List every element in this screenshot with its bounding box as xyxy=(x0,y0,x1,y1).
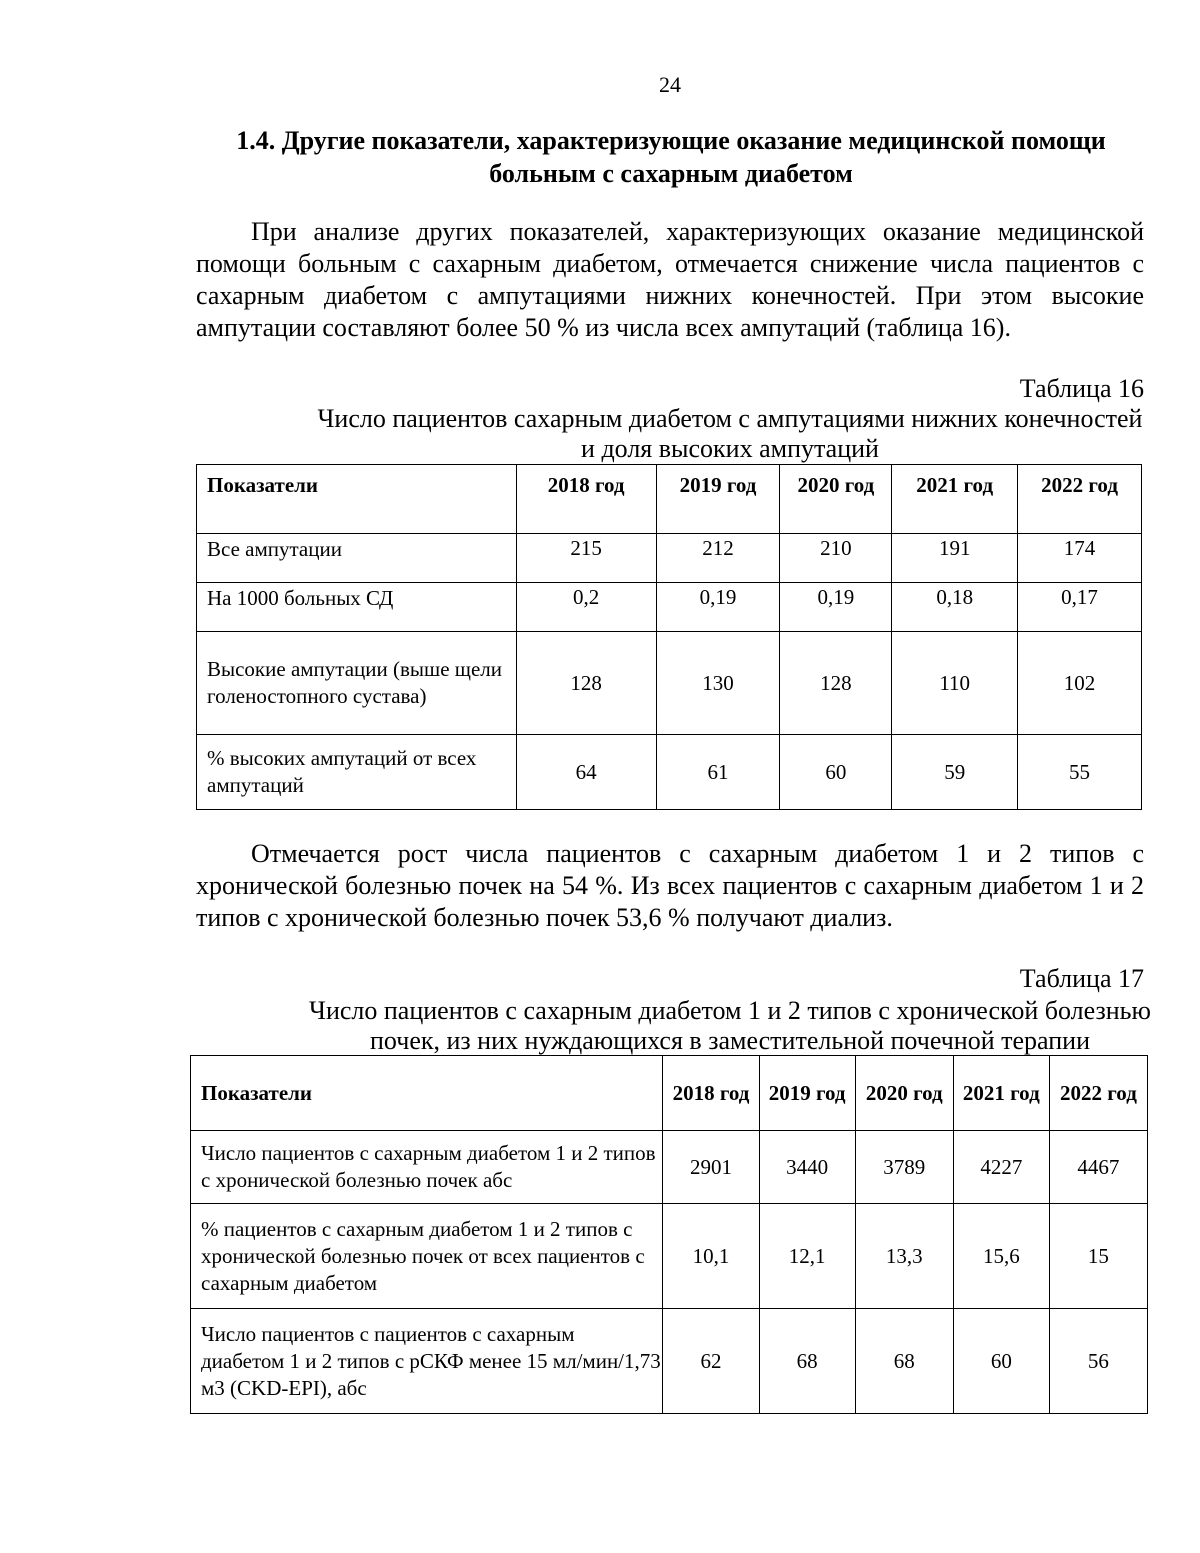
table-row xyxy=(197,632,1142,735)
table-cell: 0,18 xyxy=(892,583,1018,632)
row-label: Все ампутации xyxy=(197,534,517,583)
row-label: Число пациентов с сахарным диабетом 1 и 2 типов с хронической болезнью почек абс xyxy=(191,1131,663,1204)
table-cell: 12,1 xyxy=(759,1204,855,1309)
table-header-row xyxy=(197,465,1142,534)
table-cell: 4467 xyxy=(1049,1131,1147,1204)
table-cell: 0,17 xyxy=(1018,583,1142,632)
table-cell: 68 xyxy=(855,1309,953,1414)
section-title: 1.4. Другие показатели, характеризующие оказание медицинской помощи больным с сахарным диабетом xyxy=(236,126,1106,188)
table-cell: 68 xyxy=(759,1309,855,1414)
table-cell: 4227 xyxy=(953,1131,1049,1204)
page-number: 24 xyxy=(659,72,681,97)
paragraph-amputations: При анализе других показателей, характеризующих оказание медицинской помощи больным с сахарным диабетом, отмечается снижение числа пациентов с сахарным диабетом с ампутациями нижних конечностей. При этом высокие ампутации составляют более 50 % из числа всех ампутаций (таблица 16). xyxy=(196,217,1144,342)
header-cell: 2021 год xyxy=(892,465,1018,534)
table-cell: 15 xyxy=(1049,1204,1147,1309)
table-17 xyxy=(190,1055,1148,1414)
header-cell: 2022 год xyxy=(1018,465,1142,534)
table-cell: 2901 xyxy=(663,1131,759,1204)
table-cell: 15,6 xyxy=(953,1204,1049,1309)
table-row xyxy=(191,1204,1148,1309)
paragraph-ckd: Отмечается рост числа пациентов с сахарным диабетом 1 и 2 типов с хронической болезнью почек на 54 %. Из всех пациентов с сахарным диабетом 1 и 2 типов с хронической болезнью почек 53,6 % получают диализ. xyxy=(196,839,1144,932)
table-cell: 102 xyxy=(1018,632,1142,735)
table-cell: 60 xyxy=(953,1309,1049,1414)
table-row xyxy=(197,735,1142,810)
row-label: Высокие ампутации (выше щели голеностопного сустава) xyxy=(197,632,517,735)
table-cell: 10,1 xyxy=(663,1204,759,1309)
table-cell: 56 xyxy=(1049,1309,1147,1414)
header-cell: 2019 год xyxy=(656,465,780,534)
table-16-label: Таблица 16 xyxy=(1019,374,1144,403)
table-16-caption xyxy=(180,404,1200,464)
table-cell: 64 xyxy=(516,735,656,810)
table-cell: 13,3 xyxy=(855,1204,953,1309)
header-cell: 2019 год xyxy=(759,1056,855,1131)
header-cell: 2018 год xyxy=(663,1056,759,1131)
table-cell: 3789 xyxy=(855,1131,953,1204)
header-cell: 2020 год xyxy=(780,465,892,534)
table-cell: 110 xyxy=(892,632,1018,735)
table-row xyxy=(197,583,1142,632)
table-cell: 212 xyxy=(656,534,780,583)
table-cell: 174 xyxy=(1018,534,1142,583)
table-cell: 0,19 xyxy=(780,583,892,632)
table-cell: 61 xyxy=(656,735,780,810)
row-label: % пациентов с сахарным диабетом 1 и 2 типов с хронической болезнью почек от всех пациентов с сахарным диабетом xyxy=(191,1204,663,1309)
table-17-caption-line-2: почек, из них нуждающихся в заместительной почечной терапии xyxy=(370,1026,1090,1055)
row-label: Число пациентов с пациентов с сахарным диабетом 1 и 2 типов с рСКФ менее 15 мл/мин/1,73 м3 (CKD-EPI), абс xyxy=(191,1309,663,1414)
table-cell: 60 xyxy=(780,735,892,810)
table-row xyxy=(191,1131,1148,1204)
table-cell: 210 xyxy=(780,534,892,583)
table-cell: 3440 xyxy=(759,1131,855,1204)
table-header-row xyxy=(191,1056,1148,1131)
table-cell: 191 xyxy=(892,534,1018,583)
header-cell: 2020 год xyxy=(855,1056,953,1131)
table-16 xyxy=(196,464,1142,810)
table-row xyxy=(191,1309,1148,1414)
header-cell: Показатели xyxy=(191,1056,663,1131)
row-label: На 1000 больных СД xyxy=(197,583,517,632)
header-cell: 2021 год xyxy=(953,1056,1049,1131)
header-cell: 2022 год xyxy=(1049,1056,1147,1131)
table-16-caption-line-1: Число пациентов сахарным диабетом с ампутациями нижних конечностей xyxy=(317,404,1143,433)
table-16-caption-line-2: и доля высоких ампутаций xyxy=(581,434,879,463)
table-cell: 55 xyxy=(1018,735,1142,810)
header-cell: Показатели xyxy=(197,465,517,534)
table-cell: 0,19 xyxy=(656,583,780,632)
header-cell: 2018 год xyxy=(516,465,656,534)
table-cell: 62 xyxy=(663,1309,759,1414)
table-cell: 59 xyxy=(892,735,1018,810)
table-17-caption-line-1: Число пациентов с сахарным диабетом 1 и 2 типов с хронической болезнью xyxy=(309,996,1151,1025)
table-17-label: Таблица 17 xyxy=(1019,964,1144,993)
table-row xyxy=(197,534,1142,583)
table-cell: 128 xyxy=(780,632,892,735)
table-cell: 215 xyxy=(516,534,656,583)
row-label: % высоких ампутаций от всех ампутаций xyxy=(197,735,517,810)
table-cell: 0,2 xyxy=(516,583,656,632)
table-17-caption xyxy=(180,996,1200,1056)
table-cell: 128 xyxy=(516,632,656,735)
table-cell: 130 xyxy=(656,632,780,735)
